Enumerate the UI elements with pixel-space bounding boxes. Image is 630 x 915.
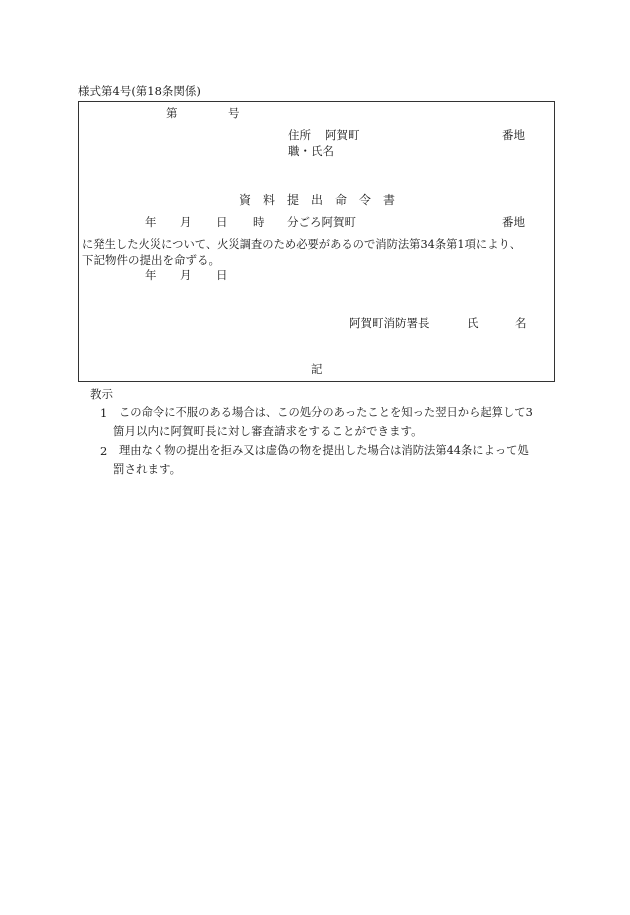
issuer-title: 阿賀町消防署長: [349, 316, 430, 330]
fire-minute-place: 分ごろ阿賀町: [287, 215, 356, 229]
address-town: 阿賀町: [325, 128, 360, 142]
notice-item-line: この命令に不服のある場合は、この処分のあったことを知った翌日から起算して3: [119, 406, 533, 419]
notice-item-number: 1: [100, 406, 108, 420]
number-suffix: 号: [228, 106, 240, 120]
issue-year: 年: [145, 268, 157, 282]
fire-banchi: 番地: [502, 215, 525, 229]
body-text-line1: に発生した火災について、火災調査のため必要があるので消防法第34条第1項により、: [82, 238, 522, 251]
fire-month: 月: [180, 215, 192, 229]
issue-month: 月: [180, 268, 192, 282]
document-title: 資 料 提 出 命 令 書: [239, 193, 396, 207]
notice-item-number: 2: [100, 444, 108, 458]
number-prefix: 第: [166, 106, 178, 120]
fire-day: 日: [216, 215, 228, 229]
notice-item-line: 理由なく物の提出を拒み又は虚偽の物を提出した場合は消防法第44条によって処: [119, 444, 529, 457]
form-label: 様式第4号(第18条関係): [78, 84, 201, 98]
ki-marker: 記: [311, 362, 323, 376]
notice-item-line: 罰されます。: [113, 462, 182, 476]
address-label: 住所: [288, 128, 311, 142]
body-text-line2: 下記物件の提出を命ずる。: [82, 253, 220, 267]
issuer-shi: 氏: [467, 316, 479, 330]
notice-item-line: 箇月以内に阿賀町長に対し審査請求をすることができます。: [113, 424, 423, 438]
issue-day: 日: [216, 268, 228, 282]
recipient-name-label: 職・氏名: [288, 144, 334, 158]
fire-hour: 時: [253, 215, 265, 229]
issuer-mei: 名: [515, 316, 527, 330]
address-banchi: 番地: [502, 128, 525, 142]
notice-heading: 教示: [90, 387, 113, 401]
fire-year: 年: [145, 215, 157, 229]
